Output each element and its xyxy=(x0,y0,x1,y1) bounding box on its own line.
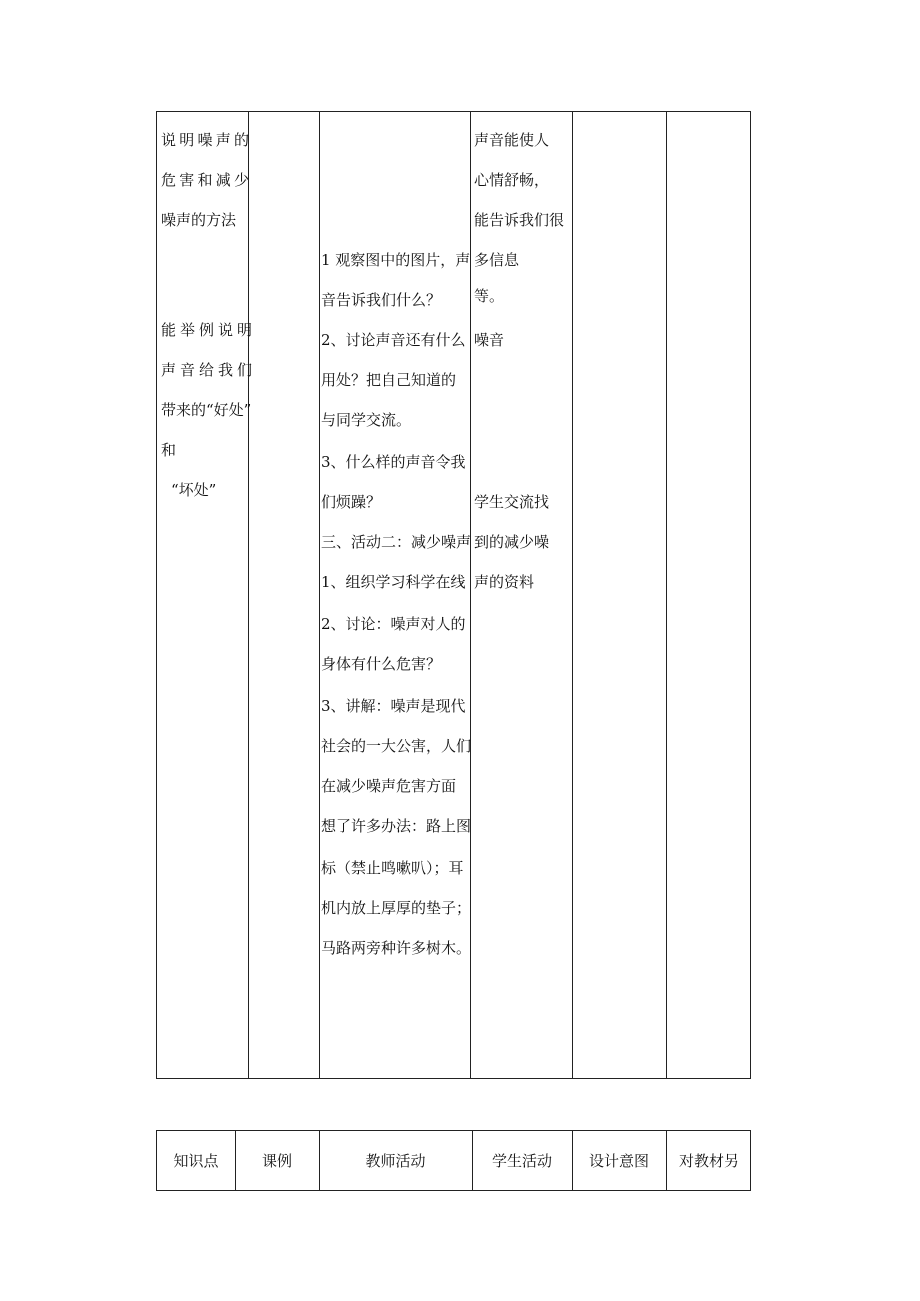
header-lesson-example: 课例 xyxy=(261,1152,292,1170)
teacher-activity-line: 三、活动二：减少噪声 xyxy=(321,533,472,551)
teacher-activity-line: 社会的一大公害，人们 xyxy=(321,737,472,755)
glyph: 明 xyxy=(179,131,195,149)
glyph: 说 xyxy=(161,131,177,149)
column-divider xyxy=(572,112,573,1078)
teacher-activity-line: 3、什么样的声音令我 xyxy=(321,453,466,471)
student-activity-line: 能告诉我们很 xyxy=(474,211,565,229)
glyph: 害 xyxy=(179,171,195,189)
teacher-activity-line: 机内放上厚厚的垫子； xyxy=(321,899,472,917)
glyph: 声 xyxy=(215,131,231,149)
knowledge-line: 能举例说明 xyxy=(161,321,257,339)
knowledge-line: 带来的“好处” xyxy=(161,401,252,419)
teacher-activity-line: 2、讨论声音还有什么 xyxy=(321,331,466,349)
lesson-table xyxy=(156,111,751,1079)
teacher-activity-line: 在减少噪声危害方面 xyxy=(321,777,457,795)
student-activity-line: 声的资料 xyxy=(474,573,535,591)
teacher-activity-line: 标（禁止鸣嗽叭）；耳 xyxy=(321,859,464,877)
student-activity-line: 多信息 xyxy=(474,251,520,269)
header-textbook-other: 对教材另 xyxy=(678,1152,739,1170)
knowledge-line: 和 xyxy=(161,441,177,459)
student-activity-line: 心情舒畅， xyxy=(474,171,550,189)
student-activity-line: 噪音 xyxy=(474,331,505,349)
teacher-activity-line: 2、讨论：噪声对人的 xyxy=(321,615,466,633)
header-table xyxy=(156,1130,751,1191)
header-design-intent: 设计意图 xyxy=(588,1152,649,1170)
knowledge-line xyxy=(161,130,249,150)
knowledge-line xyxy=(161,170,249,190)
header-teacher-activity: 教师活动 xyxy=(365,1152,426,1170)
column-divider xyxy=(248,112,249,1078)
teacher-activity-line: 们烦躁？ xyxy=(321,493,382,511)
teacher-activity-line: 身体有什么危害？ xyxy=(321,655,442,673)
glyph: 少 xyxy=(233,171,249,189)
glyph: 减 xyxy=(215,171,231,189)
knowledge-line: “坏处” xyxy=(171,481,217,499)
glyph: 的 xyxy=(233,131,249,149)
teacher-activity-line: 3、讲解：噪声是现代 xyxy=(321,697,466,715)
teacher-activity-line: 马路两旁种许多树木。 xyxy=(321,939,472,957)
teacher-activity-line: 用处？把自己知道的 xyxy=(321,371,457,389)
knowledge-line: 噪声的方法 xyxy=(161,211,237,229)
teacher-activity-line: 1 观察图中的图片，声 xyxy=(321,251,471,269)
header-student-activity: 学生活动 xyxy=(491,1152,552,1170)
teacher-activity-line: 想了许多办法：路上图 xyxy=(321,817,472,835)
teacher-activity-line: 与同学交流。 xyxy=(321,411,412,429)
student-activity-line: 学生交流找 xyxy=(474,493,550,511)
column-divider xyxy=(319,112,320,1078)
header-knowledge-point: 知识点 xyxy=(173,1152,219,1170)
student-activity-line: 等。 xyxy=(474,287,505,305)
glyph: 危 xyxy=(161,171,177,189)
teacher-activity-line: 音告诉我们什么？ xyxy=(321,291,442,309)
glyph: 和 xyxy=(197,171,213,189)
teacher-activity-line: 1、组织学习科学在线 xyxy=(321,573,466,591)
knowledge-line: 声音给我们 xyxy=(161,361,257,379)
student-activity-line: 到的减少噪 xyxy=(474,533,550,551)
student-activity-line: 声音能使人 xyxy=(474,131,550,149)
glyph: 噪 xyxy=(197,131,213,149)
column-divider xyxy=(666,112,667,1078)
